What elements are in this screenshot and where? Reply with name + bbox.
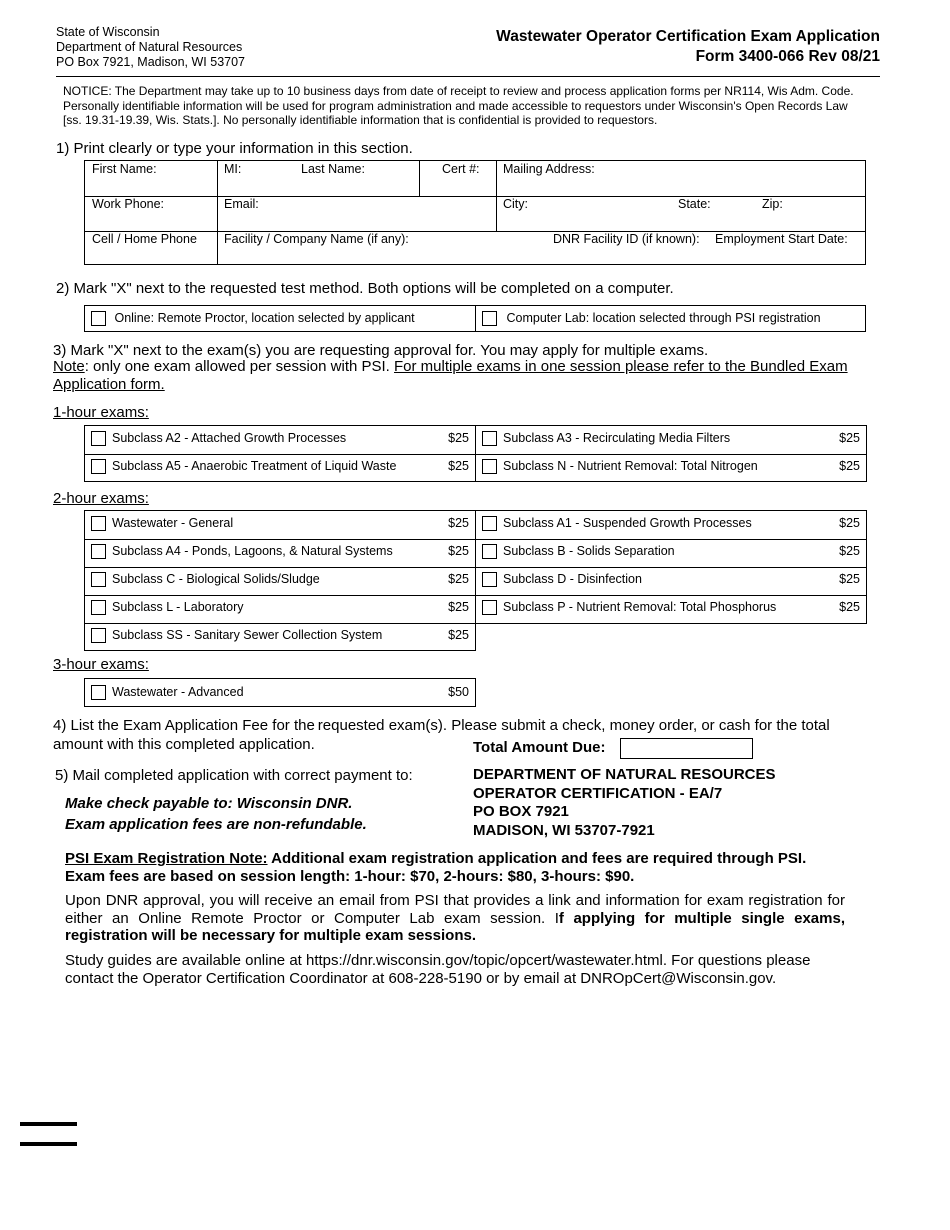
- exam-checkbox[interactable]: [482, 516, 497, 531]
- approval-text: Upon DNR approval, you will receive an email from PSI that provides a link and information for exam registration for either an Online Remote Proctor or Computer Lab exam session. I: [65, 892, 845, 927]
- section4-line2: amount with this completed application.: [53, 736, 315, 753]
- employment-start-field[interactable]: Employment Start Date:: [715, 232, 848, 246]
- note-label: Note: [53, 358, 85, 375]
- payable-note: [65, 793, 367, 835]
- agency-block: [56, 25, 245, 70]
- exam-fee: $25: [839, 431, 860, 445]
- state-field[interactable]: State:: [678, 197, 711, 211]
- computer-lab-option[interactable]: [482, 311, 821, 326]
- margin-mark: [20, 1122, 77, 1126]
- exam-name: Subclass A4 - Ponds, Lagoons, & Natural Systems: [112, 544, 393, 558]
- cell-phone-field[interactable]: Cell / Home Phone: [92, 232, 197, 246]
- dnr-facility-id-field[interactable]: DNR Facility ID (if known):: [553, 232, 700, 246]
- exam-name: Subclass L - Laboratory: [112, 600, 244, 614]
- psi-note: [65, 850, 865, 885]
- city-field[interactable]: City:: [503, 197, 528, 211]
- exam-item[interactable]: [91, 544, 393, 559]
- exam-fee: $25: [448, 516, 469, 530]
- section3-note: [53, 358, 883, 394]
- two-hour-last-row: [84, 622, 476, 651]
- exam-fee: $25: [448, 459, 469, 473]
- agency-line3: PO Box 7921, Madison, WI 53707: [56, 55, 245, 69]
- section5-heading: 5) Mail completed application with correct payment to:: [55, 767, 413, 784]
- two-hour-exams-box: [84, 510, 867, 623]
- exam-fee: $25: [448, 544, 469, 558]
- exam-checkbox[interactable]: [91, 459, 106, 474]
- approval-paragraph: [65, 892, 845, 945]
- one-hour-exams-box: [84, 425, 867, 482]
- exam-name: Subclass B - Solids Separation: [503, 544, 675, 558]
- exam-checkbox[interactable]: [91, 544, 106, 559]
- exam-item[interactable]: [482, 431, 730, 446]
- test-method-box: [84, 305, 866, 332]
- psi-note-label: PSI Exam Registration Note:: [65, 850, 268, 867]
- section2-heading: 2) Mark "X" next to the requested test method. Both options will be completed on a computer.: [56, 280, 674, 297]
- section3-heading: 3) Mark "X" next to the exam(s) you are requesting approval for. You may apply for multiple exams.: [53, 342, 709, 359]
- exam-fee: $25: [839, 600, 860, 614]
- psi-note-text: Additional exam registration application and fees are required through PSI.: [267, 850, 807, 867]
- exam-fee: $25: [448, 572, 469, 586]
- address-line: OPERATOR CERTIFICATION - EA/7: [473, 784, 723, 802]
- header-divider: [56, 76, 880, 77]
- exam-name: Subclass D - Disinfection: [503, 572, 642, 586]
- facility-name-field[interactable]: Facility / Company Name (if any):: [224, 232, 409, 246]
- mailing-address-field[interactable]: Mailing Address:: [503, 162, 595, 176]
- exam-name: Wastewater - Advanced: [112, 685, 244, 699]
- exam-fee: $25: [839, 459, 860, 473]
- bundled-exam-link[interactable]: For multiple exams in one session please refer to the Bundled Exam Application form.: [53, 358, 848, 393]
- computer-lab-label: Computer Lab: location selected through PSI registration: [506, 311, 821, 325]
- exam-fee: $50: [448, 685, 469, 699]
- three-hour-label: 3-hour exams:: [53, 656, 149, 673]
- work-phone-field[interactable]: Work Phone:: [92, 197, 165, 211]
- study-guides-paragraph: Study guides are available online at https://dnr.wisconsin.gov/topic/opcert/wastewater.html. For questions please contact the Operator Certification Coordinator at 608-228-5190 or by email at DNROpCert@Wisconsin.gov.: [65, 952, 811, 987]
- exam-name: Subclass SS - Sanitary Sewer Collection System: [112, 628, 383, 642]
- exam-checkbox[interactable]: [482, 431, 497, 446]
- psi-fees-line: Exam fees are based on session length: 1-hour: $70, 2-hours: $80, 3-hours: $90.: [65, 867, 635, 885]
- exam-item[interactable]: [482, 600, 776, 615]
- exam-name: Subclass A2 - Attached Growth Processes: [112, 431, 347, 445]
- exam-fee: $25: [448, 431, 469, 445]
- exam-fee: $25: [448, 600, 469, 614]
- exam-checkbox[interactable]: [91, 516, 106, 531]
- exam-item[interactable]: [482, 572, 642, 587]
- mi-field[interactable]: MI:: [224, 162, 242, 176]
- exam-fee: $25: [448, 628, 469, 642]
- section1-heading: 1) Print clearly or type your information in this section.: [56, 140, 413, 157]
- one-hour-label: 1-hour exams:: [53, 404, 149, 421]
- online-proctor-option[interactable]: [91, 311, 415, 326]
- exam-checkbox[interactable]: [482, 544, 497, 559]
- exam-checkbox[interactable]: [91, 685, 106, 700]
- exam-item[interactable]: [482, 544, 675, 559]
- mailing-address-block: [473, 766, 776, 840]
- exam-item[interactable]: [482, 516, 752, 531]
- margin-mark: [20, 1142, 77, 1146]
- address-line: MADISON, WI 53707-7921: [473, 821, 655, 839]
- cert-number-field[interactable]: Cert #:: [442, 162, 480, 176]
- online-proctor-checkbox[interactable]: [91, 311, 106, 326]
- page-title: Wastewater Operator Certification Exam Application: [496, 28, 880, 45]
- zip-field[interactable]: Zip:: [762, 197, 783, 211]
- exam-checkbox[interactable]: [91, 572, 106, 587]
- exam-name: Subclass A5 - Anaerobic Treatment of Liquid Waste: [112, 459, 397, 473]
- address-line: PO BOX 7921: [473, 803, 569, 820]
- payable-line: Make check payable to: Wisconsin DNR.: [65, 795, 353, 812]
- exam-item[interactable]: [91, 628, 382, 643]
- exam-checkbox[interactable]: [482, 572, 497, 587]
- exam-fee: $25: [839, 572, 860, 586]
- section4-line1: 4) List the Exam Application Fee for the requested exam(s). Please submit a check, money order, or cash for the total: [53, 717, 830, 734]
- note-text: : only one exam allowed per session with PSI.: [84, 358, 395, 375]
- exam-name: Subclass N - Nutrient Removal: Total Nitrogen: [503, 459, 758, 473]
- exam-fee: $25: [839, 544, 860, 558]
- notice-text: NOTICE: The Department may take up to 10 business days from date of receipt to review and process application forms per NR114, Wis Adm. Code. Personally identifiable information will be used for program administration and made accessible to requestors under Wisconsin's Open Records Law [ss. 19.31-19.39, Wis. Stats.]. No personally identifiable information that is confidential is provided to requestors.: [63, 84, 854, 127]
- exam-item[interactable]: [482, 459, 758, 474]
- exam-fee: $25: [839, 516, 860, 530]
- exam-name: Subclass A3 - Recirculating Media Filters: [503, 431, 731, 445]
- agency-line1: State of Wisconsin: [56, 25, 160, 39]
- approval-bold-text: f applying for multiple single exams, registration will be necessary for multiple exam sessions.: [65, 909, 845, 944]
- last-name-field[interactable]: Last Name:: [301, 162, 365, 176]
- computer-lab-checkbox[interactable]: [482, 311, 497, 326]
- exam-checkbox[interactable]: [91, 600, 106, 615]
- exam-item[interactable]: [91, 431, 346, 446]
- exam-item[interactable]: [91, 685, 244, 700]
- exam-name: Subclass P - Nutrient Removal: Total Phosphorus: [503, 600, 777, 614]
- exam-item[interactable]: [91, 600, 244, 615]
- address-line: DEPARTMENT OF NATURAL RESOURCES: [473, 766, 776, 783]
- exam-item[interactable]: [91, 572, 320, 587]
- exam-item[interactable]: [91, 459, 396, 474]
- form-number: Form 3400-066 Rev 08/21: [695, 48, 880, 65]
- applicant-info-box: [84, 160, 866, 265]
- three-hour-exams-box: [84, 678, 476, 707]
- exam-name: Subclass C - Biological Solids/Sludge: [112, 572, 320, 586]
- exam-checkbox[interactable]: [91, 431, 106, 446]
- total-amount-input[interactable]: [620, 738, 753, 759]
- email-field[interactable]: Email:: [224, 197, 259, 211]
- exam-name: Wastewater - General: [112, 516, 234, 530]
- two-hour-label: 2-hour exams:: [53, 490, 149, 507]
- exam-item[interactable]: [91, 516, 233, 531]
- first-name-field[interactable]: First Name:: [92, 162, 157, 176]
- exam-name: Subclass A1 - Suspended Growth Processes: [503, 516, 752, 530]
- total-amount-label: Total Amount Due:: [473, 739, 606, 756]
- nonrefundable-line: Exam application fees are non-refundable.: [65, 816, 367, 833]
- exam-checkbox[interactable]: [91, 628, 106, 643]
- agency-line2: Department of Natural Resources: [56, 40, 243, 54]
- exam-checkbox[interactable]: [482, 600, 497, 615]
- exam-checkbox[interactable]: [482, 459, 497, 474]
- form-title-block: [496, 27, 880, 67]
- online-proctor-label: Online: Remote Proctor, location selected by applicant: [114, 311, 415, 325]
